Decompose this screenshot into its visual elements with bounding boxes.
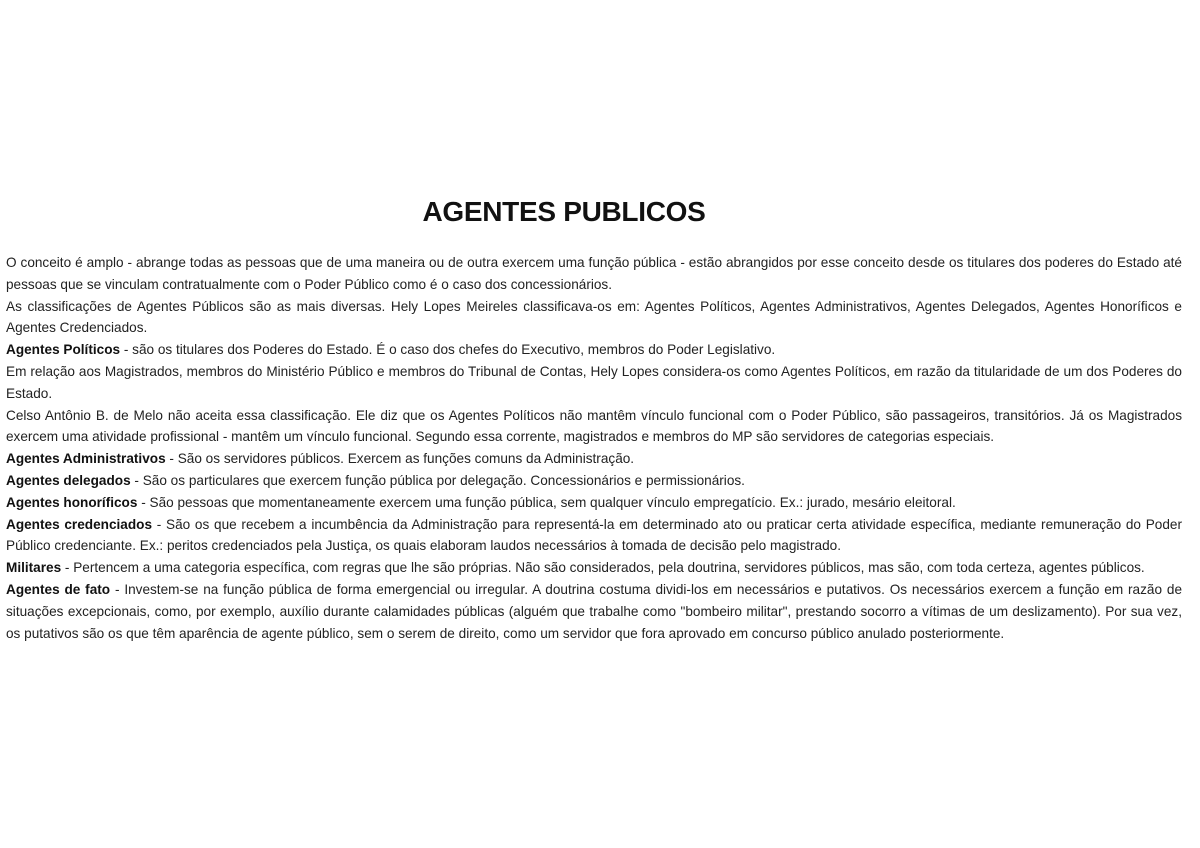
document-body <box>6 252 1182 644</box>
paragraph-intro <box>6 252 1182 296</box>
paragraph-text: Em relação aos Magistrados, membros do Ministério Público e membros do Tribunal de Contas, Hely Lopes considera-os como Agentes Políticos, em razão da titularidade de um dos Poderes do Estado. <box>6 363 1182 401</box>
paragraph-term: Agentes delegados <box>6 472 131 488</box>
paragraph-agentes-credenciados <box>6 514 1182 558</box>
paragraph-text: O conceito é amplo - abrange todas as pessoas que de uma maneira ou de outra exercem uma função pública - estão abrangidos por esse conceito desde os titulares dos poderes do Estado até pessoas que se vinculam contratualmente com o Poder Público como é o caso dos concessionários. <box>6 255 1182 292</box>
paragraph-text: - São os servidores públicos. Exercem as funções comuns da Administração. <box>165 451 635 467</box>
paragraph-term: Agentes honoríficos <box>6 494 138 510</box>
paragraph-term: Militares <box>6 560 62 576</box>
paragraph-text: - Investem-se na função pública de forma emergencial ou irregular. A doutrina costuma dividi-los em necessários e putativos. Os necessários exercem a função em razão de situações excepcionais, como, por exemplo, auxílio durante calamidades públicas (alguém que trabalhe como "bombeiro militar", prestando socorro a vítimas de um deslizamento). Por sua vez, os putativos são os que têm aparência de agente público, sem o serem de direito, como um servidor que fora aprovado em concurso público anulado posteriormente. <box>6 581 1182 641</box>
paragraph-term: Agentes credenciados <box>6 516 153 532</box>
paragraph-militares <box>6 557 1182 579</box>
paragraph-text: Celso Antônio B. de Melo não aceita essa classificação. Ele diz que os Agentes Políticos não mantêm vínculo funcional com o Poder Público, são passageiros, transitórios. Já os Magistrados exercem uma atividade profissional - mantêm um vínculo funcional. Segundo essa corrente, magistrados e membros do MP são servidores de categorias especiais. <box>6 407 1182 445</box>
paragraph-text: - Pertencem a uma categoria específica, com regras que lhe são próprias. Não são considerados, pela doutrina, servidores públicos, mas são, com toda certeza, agentes públicos. <box>61 560 1145 576</box>
paragraph-text: - São os particulares que exercem função pública por delegação. Concessionários e permissionários. <box>130 472 745 488</box>
paragraph-magistrados <box>6 361 1182 405</box>
paragraph-agentes-delegados <box>6 470 1182 492</box>
paragraph-text: - são os titulares dos Poderes do Estado. É o caso dos chefes do Executivo, membros do Poder Legislativo. <box>120 342 776 358</box>
paragraph-term: Agentes Administrativos <box>6 451 166 467</box>
paragraph-agentes-administrativos <box>6 448 1182 470</box>
paragraph-text: As classificações de Agentes Públicos são as mais diversas. Hely Lopes Meireles classificava-os em: Agentes Políticos, Agentes Administrativos, Agentes Delegados, Agentes Honoríficos e Agentes Credenciados. <box>6 298 1182 336</box>
paragraph-celso-antonio <box>6 405 1182 449</box>
paragraph-agentes-honorificos <box>6 492 1182 514</box>
paragraph-term: Agentes Políticos <box>6 342 121 358</box>
paragraph-classifications <box>6 296 1182 340</box>
paragraph-text: - São os que recebem a incumbência da Administração para representá-la em determinado ato ou praticar certa atividade específica, mediante remuneração do Poder Público credenciante. Ex.: peritos credenciados pela Justiça, os quais elaboram laudos necessários à tomada de decisão pelo magistrado. <box>6 516 1182 554</box>
paragraph-term: Agentes de fato <box>6 581 111 597</box>
paragraph-text: - São pessoas que momentaneamente exercem uma função pública, sem qualquer vínculo empregatício. Ex.: jurado, mesário eleitoral. <box>137 494 956 510</box>
paragraph-agentes-politicos <box>6 339 1182 361</box>
document-title: AGENTES PUBLICOS <box>422 196 706 227</box>
paragraph-agentes-de-fato <box>6 579 1182 644</box>
